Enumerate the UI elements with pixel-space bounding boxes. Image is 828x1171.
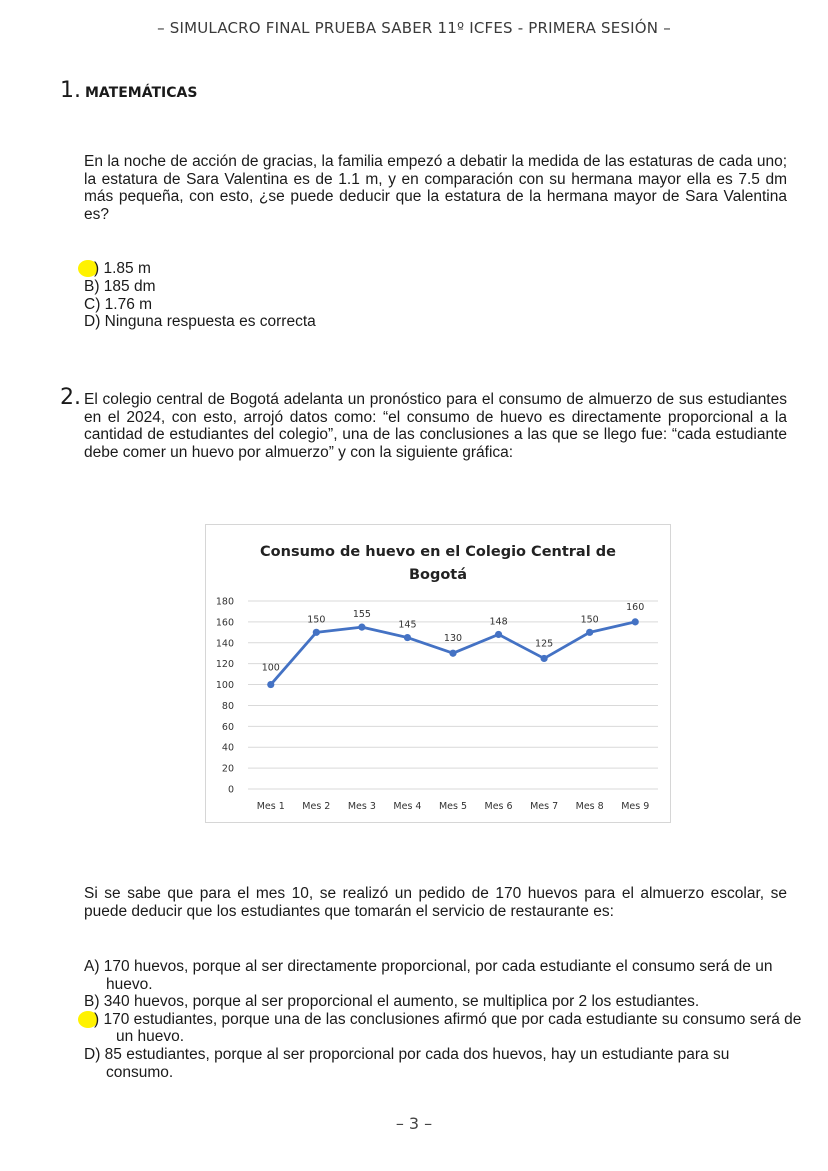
section-name: MATEMÁTICAS — [85, 85, 198, 101]
data-label: 148 — [489, 616, 508, 628]
y-tick-label: 120 — [215, 659, 234, 671]
data-label: 130 — [443, 633, 463, 645]
q2-option-b[interactable]: B) 340 huevos, porque al ser proporcional el aumento, se multiplica por 2 los estudiantes. — [84, 993, 700, 1011]
y-tick-label: 160 — [215, 617, 234, 629]
y-tick-label: 20 — [221, 763, 234, 775]
x-tick-label: Mes 2 — [302, 801, 331, 812]
data-label: 150 — [580, 614, 599, 626]
chart-title-line-1: Consumo de huevo en el Colegio Central de — [260, 544, 616, 560]
question-1-options — [84, 260, 316, 331]
data-point — [541, 655, 548, 662]
q2-option-d[interactable]: D) 85 estudiantes, porque al ser proporcional por cada dos huevos, hay un estudiante para su consumo. — [84, 1045, 730, 1081]
chart-x-ticks — [257, 801, 650, 812]
question-2-text: El colegio central de Bogotá adelanta un pronóstico para el consumo de almuerzo de sus estudiantes en el 2024, con esto, arrojó datos como: “el consumo de huevo es directamente proporcional a la cantidad de estudiantes del colegio”, una de las conclusiones a las que se llego fue: “cada estudiante debe comer un huevo por almuerzo” y con la siguiente gráfica: — [84, 391, 787, 461]
data-label: 100 — [261, 662, 280, 674]
section-number: 1. — [60, 78, 81, 103]
question-2-answers — [84, 958, 802, 1081]
y-tick-label: 40 — [221, 742, 234, 754]
q2-option-c-label: ) 170 estudiantes, porque una de las conclusiones afirmó que por cada estudiante su consumo será de un huevo. — [94, 1010, 802, 1046]
q2-option-c[interactable] — [84, 1010, 802, 1046]
data-point — [449, 650, 456, 657]
x-tick-label: Mes 5 — [438, 801, 468, 812]
data-point — [586, 629, 593, 636]
y-tick-label: 140 — [215, 638, 234, 650]
data-label: 155 — [352, 609, 371, 621]
chart-y-ticks — [216, 597, 234, 796]
y-tick-label: 0 — [227, 784, 234, 796]
q1-option-d[interactable]: D) Ninguna respuesta es correcta — [84, 313, 316, 331]
x-tick-label: Mes 6 — [484, 801, 513, 812]
page-header: – SIMULACRO FINAL PRUEBA SABER 11º ICFES - PRIMERA SESIÓN – — [157, 19, 671, 37]
data-point — [267, 681, 274, 688]
page-number: – 3 – — [395, 1114, 433, 1133]
chart-series — [262, 602, 645, 688]
y-tick-label: 100 — [215, 680, 234, 692]
y-tick-label: 180 — [215, 596, 234, 608]
q1-option-a[interactable]: ) 1.85 m — [94, 260, 151, 277]
x-tick-label: Mes 4 — [393, 801, 422, 812]
y-tick-label: 60 — [221, 721, 234, 733]
y-tick-label: 80 — [221, 700, 234, 712]
chart-svg — [206, 525, 670, 822]
x-tick-label: Mes 1 — [256, 801, 285, 812]
x-tick-label: Mes 7 — [530, 801, 559, 812]
x-tick-label: Mes 3 — [347, 801, 376, 812]
section-title — [60, 78, 197, 103]
data-label: 145 — [398, 619, 417, 631]
line-chart — [205, 524, 671, 823]
x-tick-label: Mes 9 — [621, 801, 650, 812]
q2-option-a[interactable]: A) 170 huevos, porque al ser directamente proporcional, por cada estudiante el consumo será de un huevo. — [84, 958, 773, 993]
data-point — [404, 634, 411, 641]
data-point — [632, 618, 639, 625]
data-label: 160 — [626, 601, 645, 613]
data-label: 150 — [307, 614, 326, 626]
data-point — [495, 631, 502, 638]
data-label: 125 — [535, 638, 554, 650]
question-2-number: 2. — [60, 385, 81, 410]
question-1-text: En la noche de acción de gracias, la familia empezó a debatir la medida de las estaturas de cada uno; la estatura de Sara Valentina es de 1.1 m, y en comparación con su hermana mayor ella es 7.5 dm más pequeña, con esto, ¿se puede deducir que la estatura de la hermana mayor de Sara Valentina es? — [84, 153, 787, 223]
chart-gridlines — [248, 601, 658, 789]
data-point — [313, 629, 320, 636]
q1-option-c[interactable]: C) 1.76 m — [84, 295, 153, 313]
chart-title-line-2: Bogotá — [408, 567, 468, 583]
question-2-followup: Si se sabe que para el mes 10, se realizó un pedido de 170 huevos para el almuerzo escolar, se puede deducir que los estudiantes que tomarán el servicio de restaurante es: — [84, 885, 787, 920]
x-tick-label: Mes 8 — [575, 801, 604, 812]
q1-option-b[interactable]: B) 185 dm — [84, 277, 156, 295]
data-point — [358, 624, 365, 631]
